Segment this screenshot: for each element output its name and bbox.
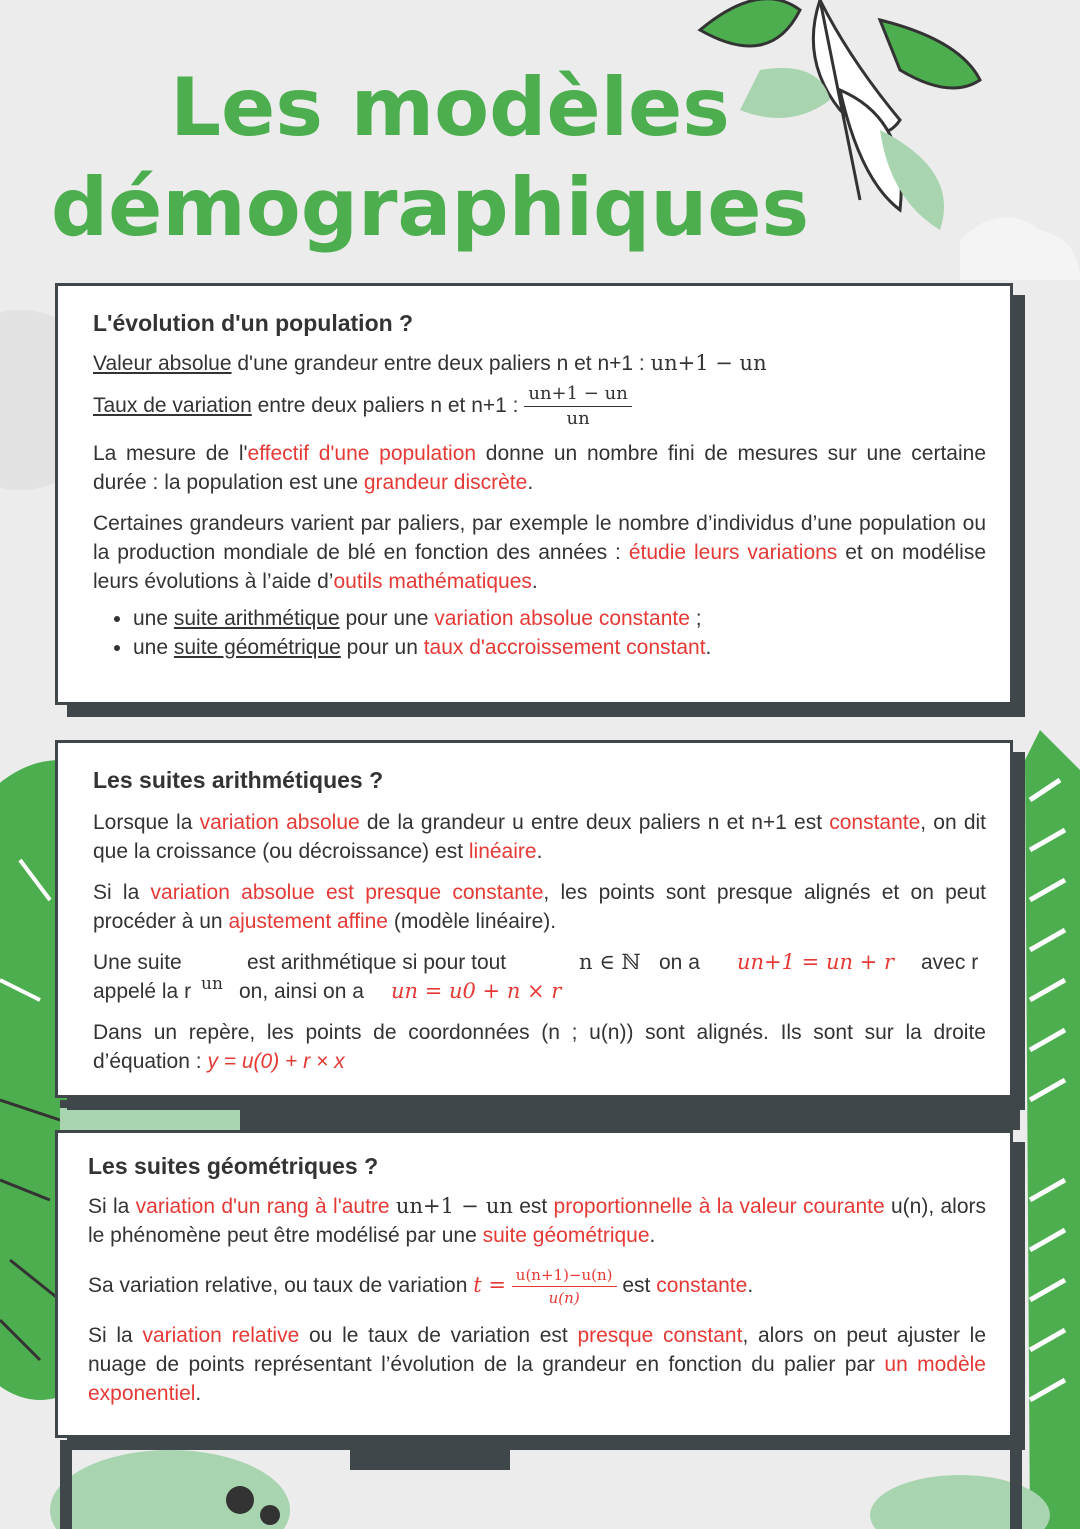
paragraph-proportional: Si la variation d'un rang à l'autre un+1 − un est proportionnelle à la valeur courante u(n), alors le phénomène peut être modélisé par une suite géométrique. xyxy=(88,1194,987,1247)
model-list xyxy=(93,604,986,662)
tree-decoration-right xyxy=(1025,730,1080,1529)
bush-decoration-bottom xyxy=(50,1440,1050,1529)
section-heading: Les suites arithmétiques ? xyxy=(93,767,384,793)
relative-rate-fraction: $\frac{u(n+1)-u(n)}{u(n)}$ xyxy=(512,1264,617,1309)
paragraph-steps: Certaines grandeurs varient par paliers, par exemple le nombre d’individus d’une population ou la production mondiale de blé en fonction des années : étudie leurs variations et on modélise leurs évolutions à l’aide d’outils mathématiques. xyxy=(93,512,987,593)
section-heading: L'évolution d'un population ? xyxy=(93,310,414,336)
title-line-1: Les modèles xyxy=(170,61,730,154)
paragraph-linear: Lorsque la variation absolue de la grandeur u entre deux paliers n et n+1 est constante, on dit que la croissance (ou décroissance) est linéaire. xyxy=(93,811,986,863)
title-line-2: démographiques xyxy=(50,161,810,254)
page-title xyxy=(0,58,860,258)
paragraph-affine: Si la variation absolue est presque constante, les points sont presque alignés et on peut procéder à un ajustement affine (modèle linéaire). xyxy=(93,881,986,933)
recurrence-formula: un+1 = un + r xyxy=(737,950,894,974)
rate-of-variation-line: Taux de variation entre deux paliers n et n+1 : $\frac{un+1 - un}{un}$ xyxy=(93,382,986,431)
paragraph-discrete: La mesure de l'effectif d'une population donne un nombre fini de mesures sur une certaine durée : la population est une grandeur discrète. xyxy=(93,442,986,494)
explicit-formula: un = u0 + n × r xyxy=(391,979,562,1003)
variation-formula: un+1 − un xyxy=(395,1194,513,1218)
line-equation: y = u(0) + r × x xyxy=(207,1050,345,1073)
absolute-value-line: Valeur absolue d'une grandeur entre deux paliers n et n+1 : un+1 − un xyxy=(93,351,767,375)
list-item: • une suite arithmétique pour une variation absolue constante ; xyxy=(133,604,986,633)
list-item: • une suite géométrique pour un taux d'accroissement constant. xyxy=(133,633,986,662)
rate-fraction: $\frac{un+1 - un}{un}$ xyxy=(524,382,631,431)
geometric-sequences-card xyxy=(55,1130,1013,1438)
section-heading: Les suites géométriques ? xyxy=(88,1153,379,1179)
paragraph-relative-rate: Sa variation relative, ou taux de variation t = $\frac{u(n+1)-u(n)}{u(n)}$ est constante. xyxy=(88,1266,754,1307)
absolute-value-formula: un+1 − un xyxy=(650,351,767,375)
paragraph-definition: Une suite est arithmétique si pour tout n ∈ ℕ on a un+1 = un + r avec r appelé la r un on, ainsi on a un = u0 + n × r xyxy=(93,948,986,1006)
population-evolution-card xyxy=(55,283,1013,705)
paragraph-line-equation: Dans un repère, les points de coordonnées (n ; u(n)) sont alignés. Ils sont sur la droite d’équation : y = u(0) + r × x xyxy=(93,1021,986,1073)
paragraph-exponential: Si la variation relative ou le taux de variation est presque constant, alors on peut ajuster le nuage de points représentant l’évolution de la grandeur en fonction du palier par un modèle exponentiel. xyxy=(88,1324,987,1405)
arithmetic-sequences-card xyxy=(55,740,1013,1098)
natural-set: n ∈ ℕ xyxy=(579,950,641,974)
